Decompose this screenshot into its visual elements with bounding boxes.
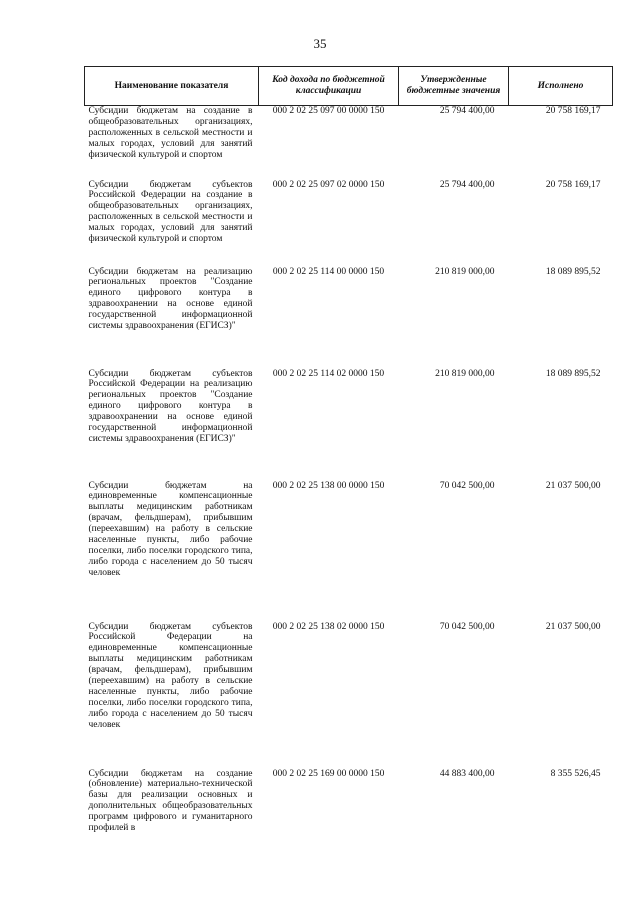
header-name: Наименование показателя — [85, 67, 259, 106]
row-approved: 70 042 500,00 — [439, 480, 495, 491]
row-executed: 20 758 169,17 — [545, 106, 601, 116]
table-header-row — [85, 67, 613, 106]
row-approved: 25 794 400,00 — [439, 179, 495, 190]
row-name: Субсидии бюджетам субъектов Российской Федерации на реализацию региональных проектов "Создание единого цифрового контура в здравоохранении на основе единой государственной информационной системы здравоохранения (ЕГИСЗ)" — [88, 368, 253, 444]
budget-table — [84, 66, 613, 834]
row-executed: 18 089 895,52 — [545, 266, 601, 277]
row-code: 000 2 02 25 097 00 0000 150 — [272, 106, 385, 116]
row-executed: 8 355 526,45 — [550, 768, 601, 779]
header-code: Код дохода по бюджетной классификации — [259, 67, 399, 106]
row-code: 000 2 02 25 138 02 0000 150 — [272, 621, 385, 632]
row-code: 000 2 02 25 138 00 0000 150 — [272, 480, 385, 491]
row-code: 000 2 02 25 114 00 0000 150 — [272, 266, 385, 277]
row-executed: 21 037 500,00 — [545, 621, 601, 632]
row-approved: 44 883 400,00 — [439, 768, 495, 779]
row-name: Субсидии бюджетам субъектов Российской Федерации на создание в общеобразовательных организациях, расположенных в сельской местности и малых городах, условий для занятий физической культурой и спортом — [88, 179, 253, 245]
header-approved: Утвержденные бюджетные значения — [399, 67, 509, 106]
row-code: 000 2 02 25 097 02 0000 150 — [272, 179, 385, 190]
row-approved: 210 819 000,00 — [435, 368, 495, 379]
row-approved: 25 794 400,00 — [439, 106, 495, 116]
row-approved: 210 819 000,00 — [435, 266, 495, 277]
table-row — [85, 769, 613, 834]
table-row — [85, 481, 613, 622]
row-name: Субсидии бюджетам на создание (обновление) материально-технической базы для реализации основных и дополнительных общеобразовательных программ цифрового и гуманитарного профилей в — [88, 768, 253, 834]
row-executed: 21 037 500,00 — [545, 480, 601, 491]
header-executed: Исполнено — [509, 67, 613, 106]
table-row — [85, 369, 613, 481]
row-name: Субсидии бюджетам субъектов Российской Федерации на единовременные компенсационные выплаты медицинским работникам (врачам, фельдшерам), прибывшим (переехавшим) на работу в сельские населенные пункты, либо рабочие поселки, либо поселки городского типа, либо города с населением до 50 тысяч человек — [88, 621, 253, 730]
row-code: 000 2 02 25 114 02 0000 150 — [272, 368, 385, 379]
row-executed: 20 758 169,17 — [545, 179, 601, 190]
row-code: 000 2 02 25 169 00 0000 150 — [272, 768, 385, 779]
page-number: 35 — [313, 36, 327, 51]
row-executed: 18 089 895,52 — [545, 368, 601, 379]
table-row — [85, 106, 613, 180]
row-approved: 70 042 500,00 — [439, 621, 495, 632]
row-name: Субсидии бюджетам на единовременные компенсационные выплаты медицинским работникам (врачам, фельдшерам), прибывшим (переехавшим) на работу в сельские населенные пункты, либо рабочие поселки, либо поселки городского типа, либо города с населением до 50 тысяч человек — [88, 480, 253, 578]
row-name: Субсидии бюджетам на создание в общеобразовательных организациях, расположенных в сельской местности и малых городах, условий для занятий физической культурой и спортом — [88, 106, 253, 160]
row-name: Субсидии бюджетам на реализацию региональных проектов "Создание единого цифрового контура в здравоохранении на основе единой государственной информационной системы здравоохранения (ЕГИСЗ)" — [88, 266, 253, 332]
table-row — [85, 622, 613, 769]
table-row — [85, 180, 613, 267]
table-row — [85, 267, 613, 369]
